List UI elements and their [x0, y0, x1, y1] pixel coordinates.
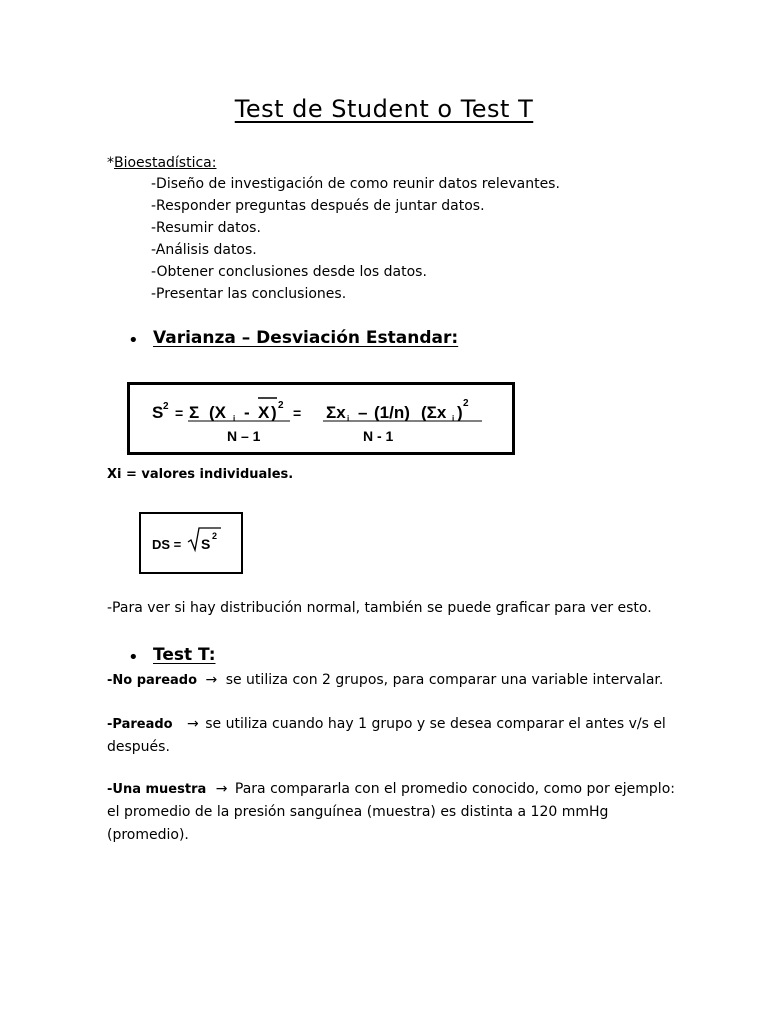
formula-exp3: 2 [463, 398, 469, 409]
variance-formula-box [127, 382, 515, 455]
bio-item-2: -Responder preguntas después de juntar datos. [151, 198, 485, 214]
bio-heading: Bioestadística: [114, 155, 217, 171]
formula-sub-i3: i [452, 414, 455, 423]
formula-xbar: X [258, 403, 270, 422]
ds-label: DS = [152, 537, 182, 552]
formula-s: S [152, 403, 164, 422]
ds-formula [141, 514, 241, 572]
arrow-right-icon: → [205, 672, 218, 688]
bio-item-6: -Presentar las conclusiones. [151, 286, 347, 302]
formula-s-sq: 2 [163, 401, 169, 412]
arrow-right-icon: → [215, 781, 228, 797]
bio-heading-line [107, 152, 216, 174]
formula-minus: - [244, 403, 250, 422]
formula-denom2: N - 1 [363, 428, 394, 444]
formula-eq2: = [293, 405, 302, 421]
formula-close: ) [271, 403, 277, 422]
formula-eq: = [175, 405, 184, 421]
page-title: Test de Student o Test T [234, 95, 534, 123]
una-muestra-text-1: Para compararla con el promedio conocido, como por ejemplo: [234, 781, 675, 797]
no-pareado-text: se utiliza con 2 grupos, para comparar una variable intervalar. [225, 672, 664, 688]
test-t-heading: Test T: [153, 645, 216, 665]
bio-item-5: -Obtener conclusiones desde los datos. [151, 264, 427, 280]
pareado-text-2: después. [107, 739, 170, 755]
pareado-line-1 [107, 713, 666, 736]
formula-paren-sigma: (Σx [421, 403, 447, 422]
formula-open: (X [209, 403, 226, 422]
bio-item-4: -Análisis datos. [151, 242, 257, 258]
bio-star: * [107, 155, 114, 171]
bio-item-3: -Resumir datos. [151, 220, 261, 236]
formula-denom1: N – 1 [227, 428, 261, 444]
ds-radicand: S [201, 536, 211, 552]
xi-note: Xi = valores individuales. [107, 467, 294, 482]
no-pareado-label: -No pareado [107, 673, 198, 688]
formula-sigma: Σ [189, 403, 200, 422]
ds-formula-box [139, 512, 243, 574]
una-muestra-line-1 [107, 778, 675, 801]
pareado-text-1: se utiliza cuando hay 1 grupo y se desea comparar el antes v/s el [205, 716, 666, 732]
arrow-right-icon: → [187, 716, 199, 732]
formula-dash: – [358, 403, 368, 422]
formula-sigma2: Σx [326, 403, 346, 422]
formula-exp2: 2 [278, 400, 284, 411]
formula-sub-i: i [233, 414, 236, 423]
normal-note: -Para ver si hay distribución normal, también se puede graficar para ver esto. [107, 600, 652, 616]
formula-sub-i2: i [347, 414, 350, 423]
no-pareado-line [107, 669, 663, 692]
formula-frac: (1/n) [374, 403, 410, 422]
una-muestra-label: -Una muestra [107, 782, 207, 797]
formula-paren-close: ) [457, 403, 463, 422]
una-muestra-text-3: (promedio). [107, 827, 189, 843]
bullet-icon: • [128, 330, 139, 351]
variance-formula [130, 385, 512, 452]
bullet-icon: • [128, 647, 139, 668]
varianza-heading: Varianza – Desviación Estandar: [153, 328, 459, 348]
pareado-label: -Pareado [107, 717, 173, 732]
bio-item-1: -Diseño de investigación de como reunir datos relevantes. [151, 176, 560, 192]
una-muestra-text-2: el promedio de la presión sanguínea (muestra) es distinta a 120 mmHg [107, 804, 609, 820]
ds-sq: 2 [212, 531, 218, 541]
